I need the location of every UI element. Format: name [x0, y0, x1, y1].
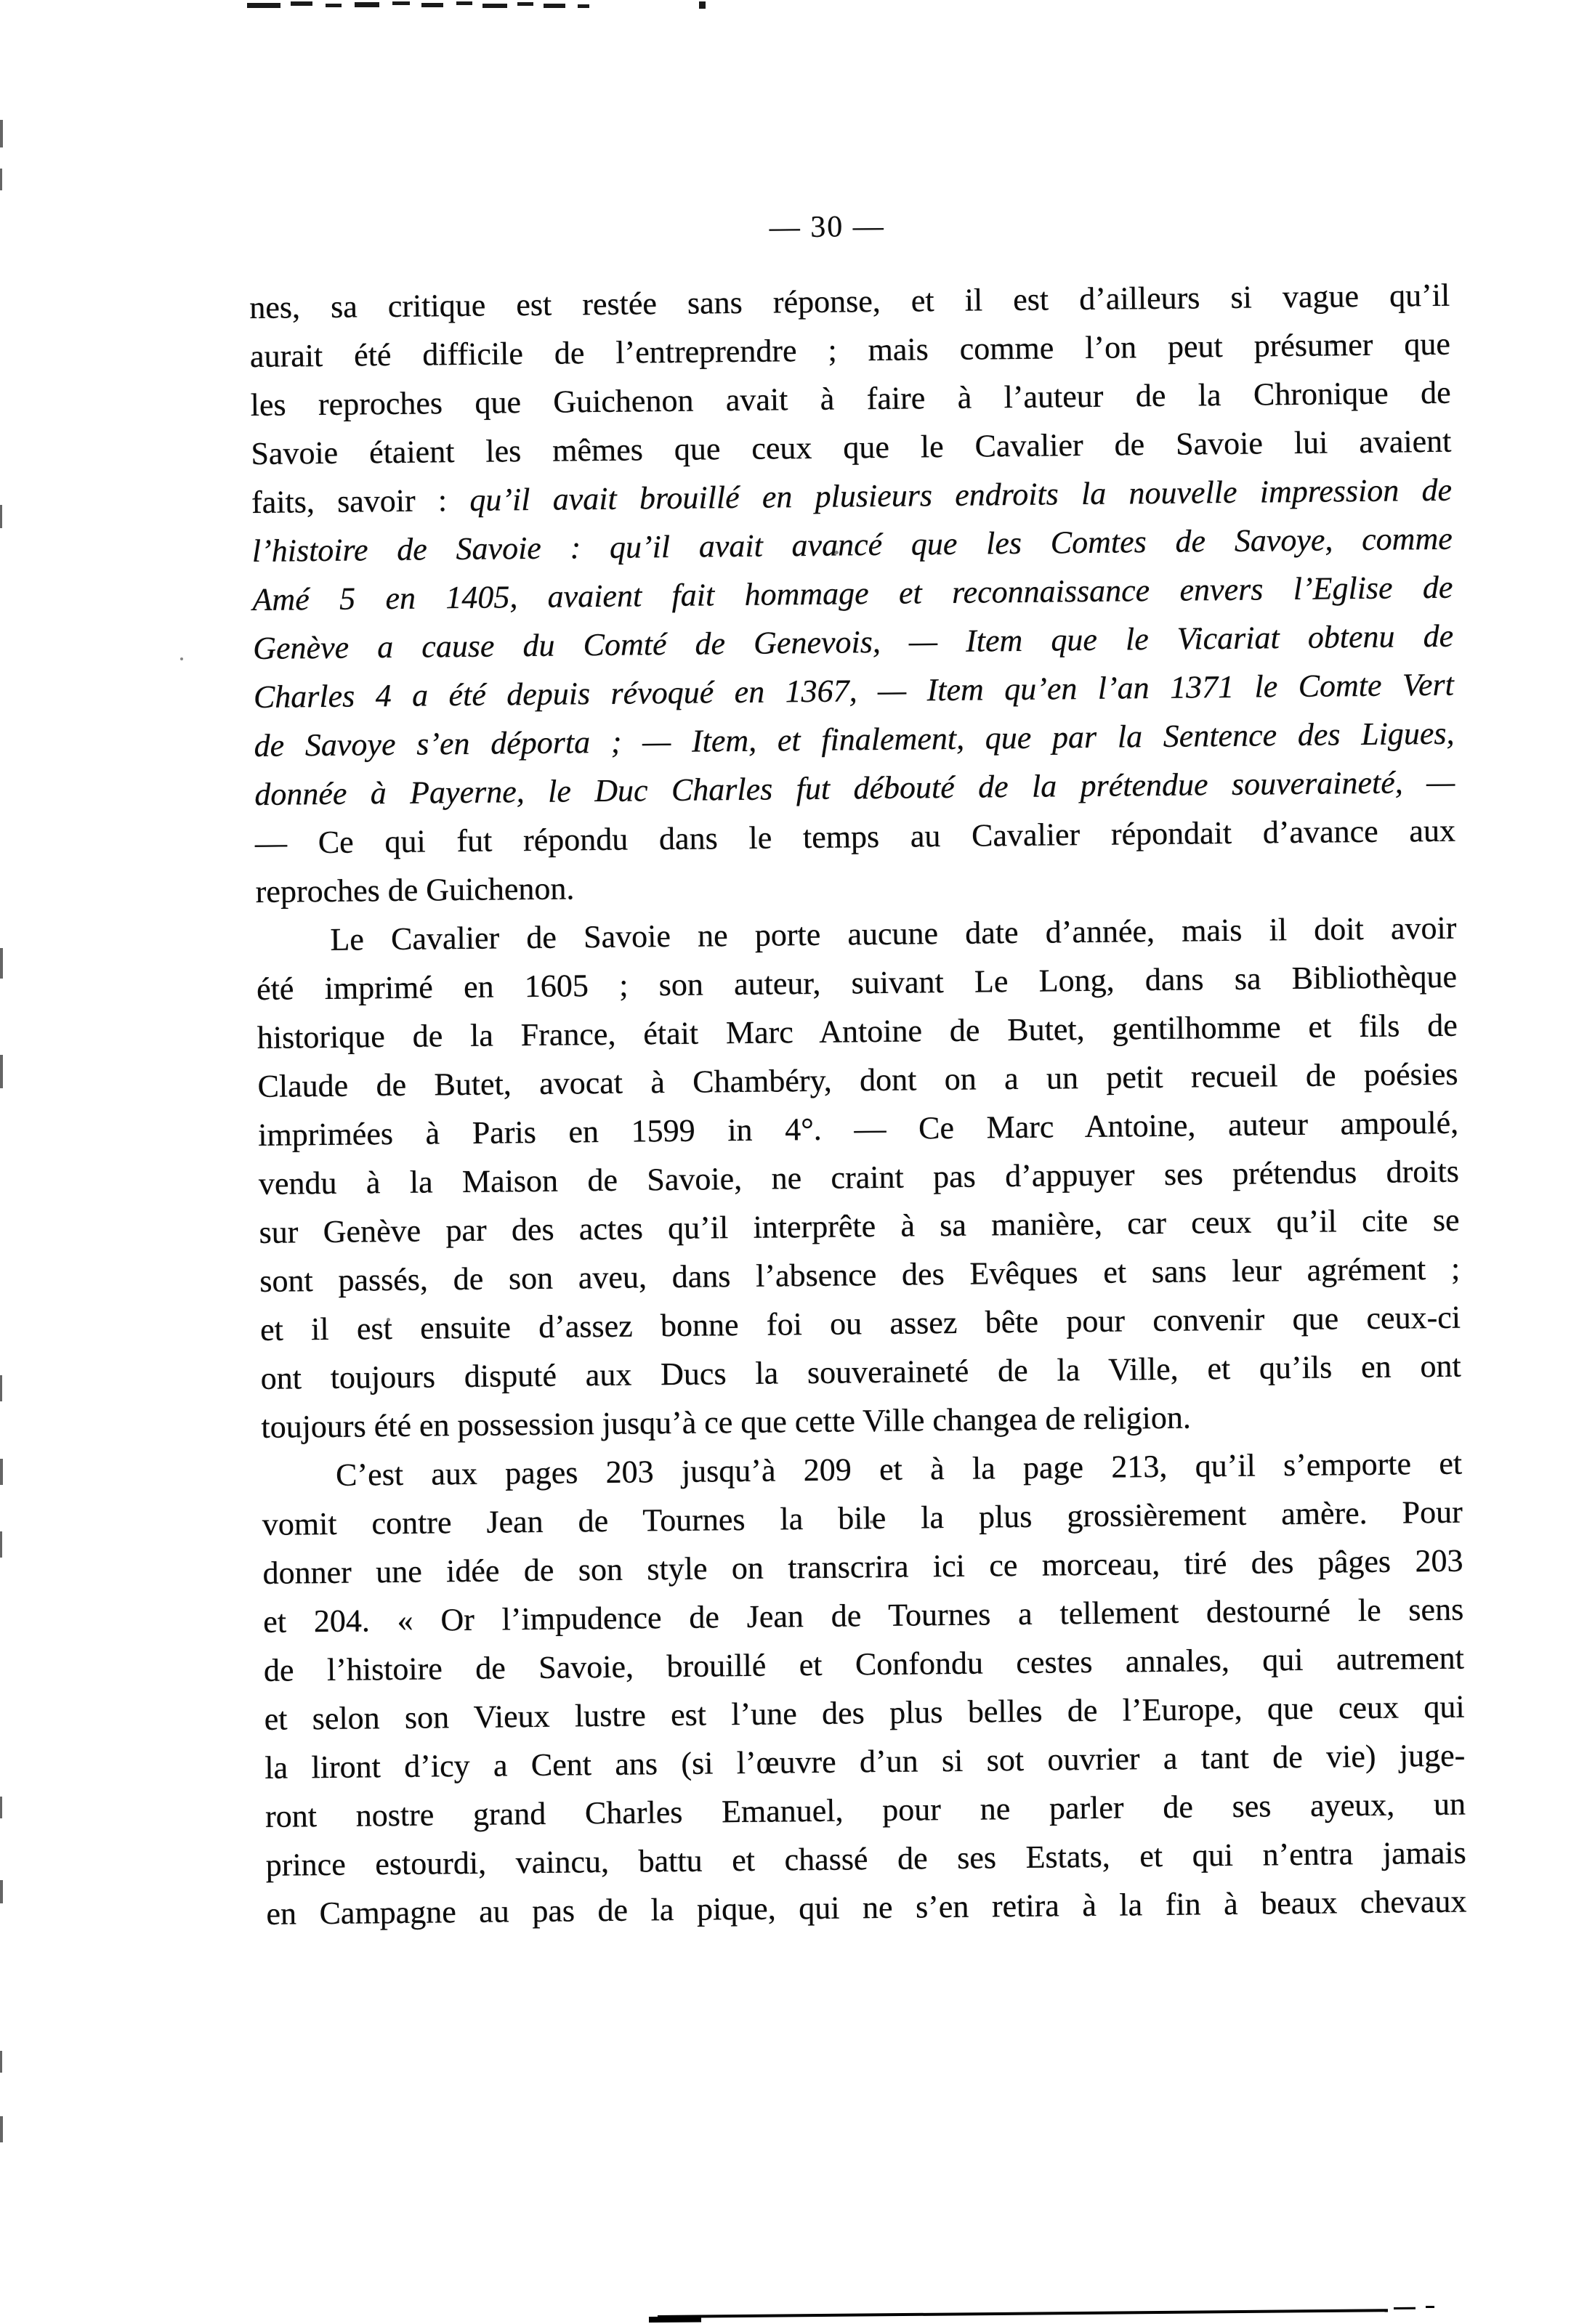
roman-text: sur Genève par des actes qu’il interprête à sa manière, car ceux qu’il cite se	[259, 1202, 1460, 1250]
scan-artifact	[355, 2, 379, 7]
scan-artifact	[0, 1880, 3, 1903]
italic-text: Amé 5 en 1405, avaient fait hommage et reconnaissance envers l’Eglise de	[252, 569, 1453, 618]
roman-text: faits, savoir :	[251, 482, 470, 520]
text-block	[249, 204, 1467, 1938]
page-number: — 30 —	[769, 209, 885, 245]
roman-text: Le Cavalier de Savoie ne porte aucune date d’année, mais il doit avoir	[330, 910, 1457, 957]
scan-artifact	[0, 948, 3, 979]
scan-artifact	[1426, 2306, 1434, 2308]
scan-artifact	[247, 3, 280, 8]
scan-artifact	[0, 1797, 2, 1818]
roman-text: imprimées à Paris en 1599 in 4°. — Ce Marc Antoine, auteur ampoulé,	[257, 1104, 1459, 1153]
scan-artifact	[392, 1, 410, 5]
roman-text: vomit contre Jean de Tournes la bile la plus grossièrement amère. Pour	[262, 1494, 1463, 1542]
italic-text: l’histoire de Savoie : qu’il avait avancé que les Comtes de Savoye, comme	[251, 520, 1453, 569]
roman-text: C’est aux pages 203 jusqu’à 209 et à la page 213, qu’il s’emporte et	[335, 1445, 1463, 1493]
scan-artifact	[0, 505, 2, 528]
roman-text: toujours été en possession jusqu’à ce que cette Ville changea de religion.	[261, 1399, 1192, 1445]
roman-text: la liront d’icy a Cent ans (si l’œuvre d’un si sot ouvrier a tant de vie) juge-	[264, 1737, 1466, 1786]
roman-text: Savoie étaient les mêmes que ceux que le Cavalier de Savoie lui avaient	[251, 423, 1452, 471]
scan-artifact	[0, 1459, 3, 1485]
italic-text: qu’il avait brouillé en plusieurs endroits la nouvelle impression de	[469, 471, 1453, 518]
roman-text: donner une idée de son style on transcrira ici ce morceau, tiré des pâges 203	[262, 1542, 1463, 1591]
roman-text: été imprimé en 1605 ; son auteur, suivant Le Long, dans sa Bibliothèque	[256, 958, 1458, 1007]
roman-text: ont toujours disputé aux Ducs la souveraineté de la Ville, et qu’ils en ont	[260, 1348, 1461, 1396]
scan-artifact	[517, 2, 533, 6]
roman-text: en Campagne au pas de la pique, qui ne s’en retira à la fin à beaux chevaux	[266, 1883, 1467, 1932]
scan-artifact	[658, 2309, 1388, 2318]
roman-text: reproches de Guichenon.	[255, 870, 575, 910]
scan-artifact	[0, 2116, 3, 2142]
italic-text: donnée à Payerne, le Duc Charles fut débouté de la prétendue souveraineté, —	[254, 764, 1455, 812]
scan-artifact	[0, 1375, 2, 1401]
italic-text: Genève a cause du Comté de Genevois, — Item que le Vicariat obtenu de	[252, 618, 1454, 666]
roman-text: prince estourdi, vaincu, battu et chassé de ses Estats, et qui n’entra jamais	[265, 1834, 1466, 1883]
roman-text: sont passés, de son aveu, dans l’absence des Evêques et sans leur agrément ;	[259, 1250, 1461, 1299]
roman-text: Claude de Butet, avocat à Chambéry, dont on a un petit recueil de poésies	[257, 1056, 1458, 1104]
roman-text: nes, sa critique est restée sans réponse, et il est d’ailleurs si vague qu’il	[249, 277, 1450, 325]
scan-artifact	[578, 4, 589, 8]
scan-artifact	[0, 120, 3, 147]
scan-artifact	[544, 4, 565, 8]
roman-text: historique de la France, était Marc Antoine de Butet, gentilhomme et fils de	[257, 1007, 1458, 1056]
roman-text: et 204. « Or l’impudence de Jean de Tournes a tellement destourné le sens	[263, 1591, 1464, 1640]
roman-text: de l’histoire de Savoie, brouillé et Confondu cestes annales, qui autrement	[263, 1640, 1465, 1688]
paragraph-2	[256, 904, 1462, 1452]
roman-text: — Ce qui fut répondu dans le temps au Cavalier répondait d’avance aux	[254, 812, 1456, 861]
roman-text: vendu à la Maison de Savoie, ne craint pas d’appuyer ses prétendus droits	[258, 1153, 1460, 1202]
roman-text: aurait été difficile de l’entreprendre ; mais comme l’on peut présumer que	[249, 325, 1451, 374]
italic-text: de Savoye s’en déporta ; — Item, et finalement, que par la Sentence des Ligues,	[254, 715, 1455, 764]
scan-artifact	[0, 1055, 3, 1088]
scan-artifact	[482, 4, 507, 8]
roman-text: ront nostre grand Charles Emanuel, pour ne parler de ses ayeux, un	[264, 1786, 1466, 1834]
italic-text: Charles 4 a été depuis révoqué en 1367, — Item qu’en l’an 1371 le Comte Vert	[253, 666, 1455, 715]
scan-artifact	[456, 1, 472, 5]
scan-artifact	[0, 1531, 2, 1558]
scan-artifact	[0, 2051, 2, 2073]
scan-artifact	[0, 169, 2, 190]
paragraph-3	[262, 1439, 1467, 1938]
paragraph-1	[249, 271, 1456, 916]
roman-text: les reproches que Guichenon avait à faire à l’auteur de la Chronique de	[250, 374, 1451, 423]
scan-artifact	[1394, 2307, 1415, 2309]
scan-artifact	[326, 4, 342, 7]
roman-text: et selon son Vieux lustre est l’une des plus belles de l’Europe, que ceux qui	[264, 1688, 1465, 1737]
scan-artifact	[421, 3, 443, 7]
scan-artifact	[699, 1, 706, 9]
scan-artifact	[291, 1, 312, 6]
roman-text: et il est ensuite d’assez bonne foi ou assez bête pour convenir que ceux-ci	[259, 1299, 1461, 1348]
scan-artifact	[180, 657, 183, 660]
